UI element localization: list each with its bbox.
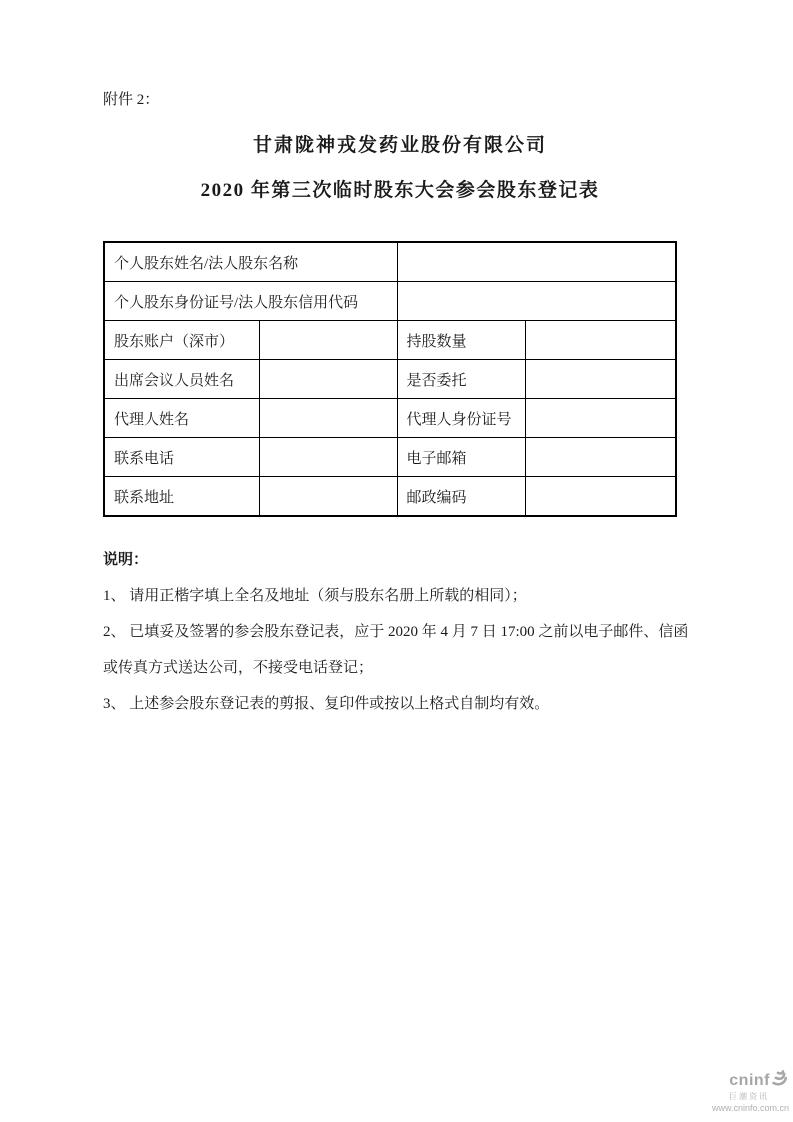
field-label-account: 股东账户（深市）	[104, 321, 259, 360]
table-row	[104, 360, 676, 399]
field-value-phone	[259, 438, 397, 477]
cninfo-watermark	[693, 1070, 789, 1114]
field-value-id-number	[397, 282, 676, 321]
field-label-email: 电子邮箱	[397, 438, 525, 477]
field-label-proxy-id: 代理人身份证号	[397, 399, 525, 438]
field-label-proxy-name: 代理人姓名	[104, 399, 259, 438]
field-label-shares-held: 持股数量	[397, 321, 525, 360]
field-value-attendee-name	[259, 360, 397, 399]
field-value-postcode	[525, 477, 676, 517]
field-value-proxy-id	[525, 399, 676, 438]
notes-list	[103, 578, 697, 722]
field-label-postcode: 邮政编码	[397, 477, 525, 517]
table-row	[104, 477, 676, 517]
table-row	[104, 242, 676, 282]
document-subtitle: 2020 年第三次临时股东大会参会股东登记表	[200, 180, 600, 201]
note-item-1: 1、 请用正楷字填上全名及地址（须与股东名册上所载的相同）；	[103, 588, 527, 604]
table-row	[104, 321, 676, 360]
field-value-shares-held	[525, 321, 676, 360]
field-value-account	[259, 321, 397, 360]
document-page	[103, 0, 697, 722]
table-row	[104, 282, 676, 321]
notes-heading: 说明：	[103, 552, 149, 568]
cninfo-logo-row	[693, 1070, 789, 1092]
field-value-is-proxy	[525, 360, 676, 399]
table-row	[104, 399, 676, 438]
field-label-is-proxy: 是否委托	[397, 360, 525, 399]
company-title: 甘肃陇神戎发药业股份有限公司	[252, 135, 547, 156]
attachment-label: 附件 2：	[103, 92, 160, 108]
field-label-address: 联系地址	[104, 477, 259, 517]
note-item-2: 2、 已填妥及签署的参会股东登记表，应于 2020 年 4 月 7 日 17:00 之前以电子邮件、信函或传真方式送达公司，不接受电话登记；	[103, 624, 689, 676]
field-value-address	[259, 477, 397, 517]
cninfo-url: www.cninfo.com.cn	[711, 1103, 789, 1113]
field-label-phone: 联系电话	[104, 438, 259, 477]
field-value-email	[525, 438, 676, 477]
cninfo-chinese-name: 巨潮资讯	[729, 1092, 769, 1101]
field-label-attendee-name: 出席会议人员姓名	[104, 360, 259, 399]
field-value-shareholder-name	[397, 242, 676, 282]
registration-table	[103, 241, 677, 517]
field-value-proxy-name	[259, 399, 397, 438]
cninfo-brand-text: cninf	[729, 1072, 770, 1089]
note-item-3: 3、 上述参会股东登记表的剪报、复印件或按以上格式自制均有效。	[103, 696, 550, 712]
cninfo-swirl-icon	[771, 1070, 789, 1092]
table-row	[104, 438, 676, 477]
field-label-id-number: 个人股东身份证号/法人股东信用代码	[104, 282, 397, 321]
field-label-shareholder-name: 个人股东姓名/法人股东名称	[104, 242, 397, 282]
